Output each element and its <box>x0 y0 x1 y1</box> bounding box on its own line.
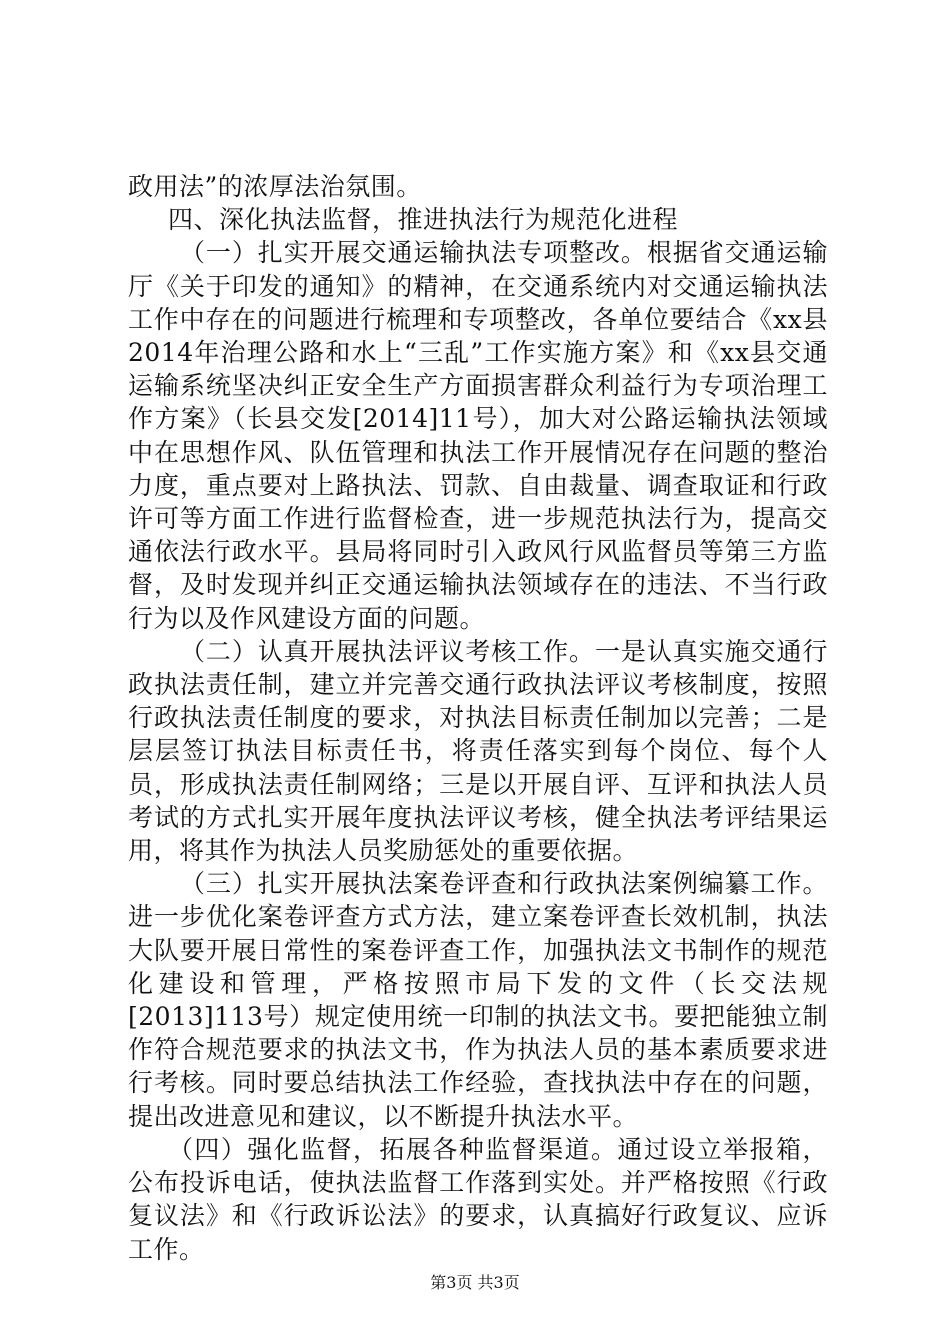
section-heading: 四、深化执法监督，推进执法行为规范化进程 <box>168 205 679 235</box>
page-footer: 第3页 共3页 <box>430 1273 520 1292</box>
paragraph-item-1: （一）扎实开展交通运输执法专项整改。根据省交通运输厅《关于印发的通知》的精神，在交通系统内对交通运输执法工作中存在的问题进行梳理和专项整改，各单位要结合《xx县2014年治理公路和水上“三乱”工作实施方案》和《xx县交通运输系统坚决纠正安全生产方面损害群众利益行为专项治理工作方案》（长县交发[2014]11号），加大对公路运输执法领域中在思想作风、队伍管理和执法工作开展情况存在问题的整治力度，重点要对上路执法、罚款、自由裁量、调查取证和行政许可等方面工作进行监督检查，进一步规范执法行为，提高交通依法行政水平。县局将同时引入政风行风监督员等第三方监督，及时发现并纠正交通运输执法领域存在的违法、不当行政行为以及作风建设方面的问题。 <box>128 238 828 633</box>
paragraph-continuation: 政用法”的浓厚法治氛围。 <box>128 172 422 201</box>
paragraph-item-4: （四）强化监督，拓展各种监督渠道。通过设立举报箱，公布投诉电话，使执法监督工作落到实处。并严格按照《行政复议法》和《行政诉讼法》的要求，认真搞好行政复议、应诉工作。 <box>128 1134 828 1264</box>
paragraph-item-2: （二）认真开展执法评议考核工作。一是认真实施交通行政执法责任制，建立并完善交通行政执法评议考核制度，按照行政执法责任制度的要求，对执法目标责任制加以完善；二是层层签订执法目标责任书，将责任落实到每个岗位、每个人员，形成执法责任制网络；三是以开展自评、互评和执法人员考试的方式扎实开展年度执法评议考核，健全执法考评结果运用，将其作为执法人员奖励惩处的重要依据。 <box>128 636 828 866</box>
paragraph-item-3: （三）扎实开展执法案卷评查和行政执法案例编纂工作。进一步优化案卷评查方式方法，建立案卷评查长效机制，执法大队要开展日常性的案卷评查工作，加强执法文书制作的规范化建设和管理，严格按照市局下发的文件（长交法规[2013]113号）规定使用统一印制的执法文书。要把能独立制作符合规范要求的执法文书，作为执法人员的基本素质要求进行考核。同时要总结执法工作经验，查找执法中存在的问题，提出改进意见和建议，以不断提升执法水平。 <box>128 869 828 1131</box>
document-body <box>128 170 828 1266</box>
